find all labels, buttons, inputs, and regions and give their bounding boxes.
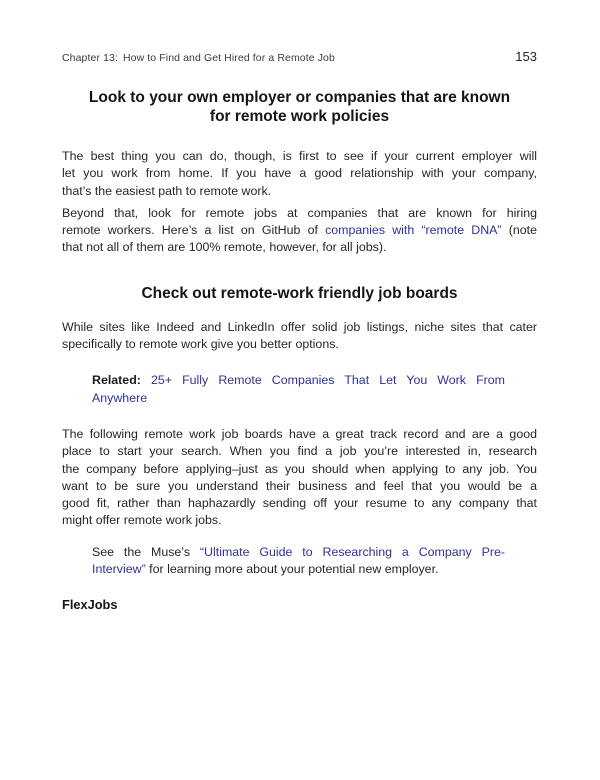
paragraph-line: While sites like Indeed and LinkedIn offer solid job listings, niche sites that cater: [62, 319, 537, 334]
paragraph-line: want to be sure you understand their business and feel that you would be a: [62, 478, 537, 493]
paragraph-line: The following remote work job boards have a great track record and are a good: [62, 426, 537, 441]
muse-callout: [92, 544, 505, 579]
running-header: [62, 0, 537, 64]
callout-line: [92, 561, 505, 578]
fully-remote-companies-link[interactable]: Anywhere: [92, 390, 148, 405]
paragraph-line: [62, 222, 537, 239]
callout-line: [92, 544, 505, 561]
section-heading-own-employer: [62, 89, 537, 126]
paragraph-line: the company before applying–just as you should when applying to any job. You: [62, 461, 537, 476]
chapter-number-label: Chapter 13:: [62, 52, 118, 64]
section-heading-job-boards: Check out remote-work friendly job boards: [141, 284, 458, 302]
fully-remote-companies-link[interactable]: 25+ Fully Remote Companies That Let You Work From: [150, 373, 505, 388]
remote-dna-link[interactable]: companies with “remote DNA”: [325, 223, 502, 238]
paragraph-line: good fit, rather than haphazardly sending off your resume to any company that: [62, 496, 537, 511]
paragraph-line: that not all of them are 100% remote, however, for all jobs).: [62, 240, 387, 255]
paragraph-track-record: [62, 426, 537, 530]
heading-line: Look to your own employer or companies that are known: [88, 89, 511, 106]
heading-line: for remote work policies: [209, 107, 390, 125]
paragraph-line: specifically to remote work give you better options.: [62, 337, 339, 352]
related-label: Related:: [92, 373, 141, 388]
paragraph-current-employer: [62, 148, 537, 200]
flexjobs-heading: FlexJobs: [62, 597, 118, 613]
paragraph-line: let you work from home. If you have a good relationship with your company,: [62, 166, 537, 181]
paragraph-line: might offer remote work jobs.: [62, 513, 222, 528]
callout-text: for learning more about your potential new employer.: [149, 562, 439, 577]
callout-line: [92, 372, 505, 389]
page-number: 153: [515, 49, 537, 64]
paragraph-line: The best thing you can do, though, is first to see if your current employer will: [62, 149, 537, 163]
chapter-title: How to Find and Get Hired for a Remote Job: [122, 52, 335, 64]
paragraph-niche-sites: [62, 319, 537, 354]
paragraph-line: that’s the easiest path to remote work.: [62, 183, 272, 198]
paragraph-text: (note: [508, 223, 537, 238]
paragraph-line: Beyond that, look for remote jobs at companies that are known for hiring: [62, 205, 537, 220]
related-callout: [92, 372, 505, 407]
muse-guide-link[interactable]: “Ultimate Guide to Researching a Company Pre-: [199, 544, 505, 559]
callout-text: See the Muse’s: [92, 544, 191, 559]
running-header-chapter: [62, 52, 335, 64]
muse-guide-link[interactable]: Interview”: [92, 562, 146, 577]
paragraph-line: place to start your search. When you find a job you’re interested in, research: [62, 444, 537, 459]
callout-line: [92, 390, 505, 407]
paragraph-text: remote workers. Here’s a list on GitHub of: [62, 223, 318, 238]
paragraph-github-list: [62, 205, 537, 257]
